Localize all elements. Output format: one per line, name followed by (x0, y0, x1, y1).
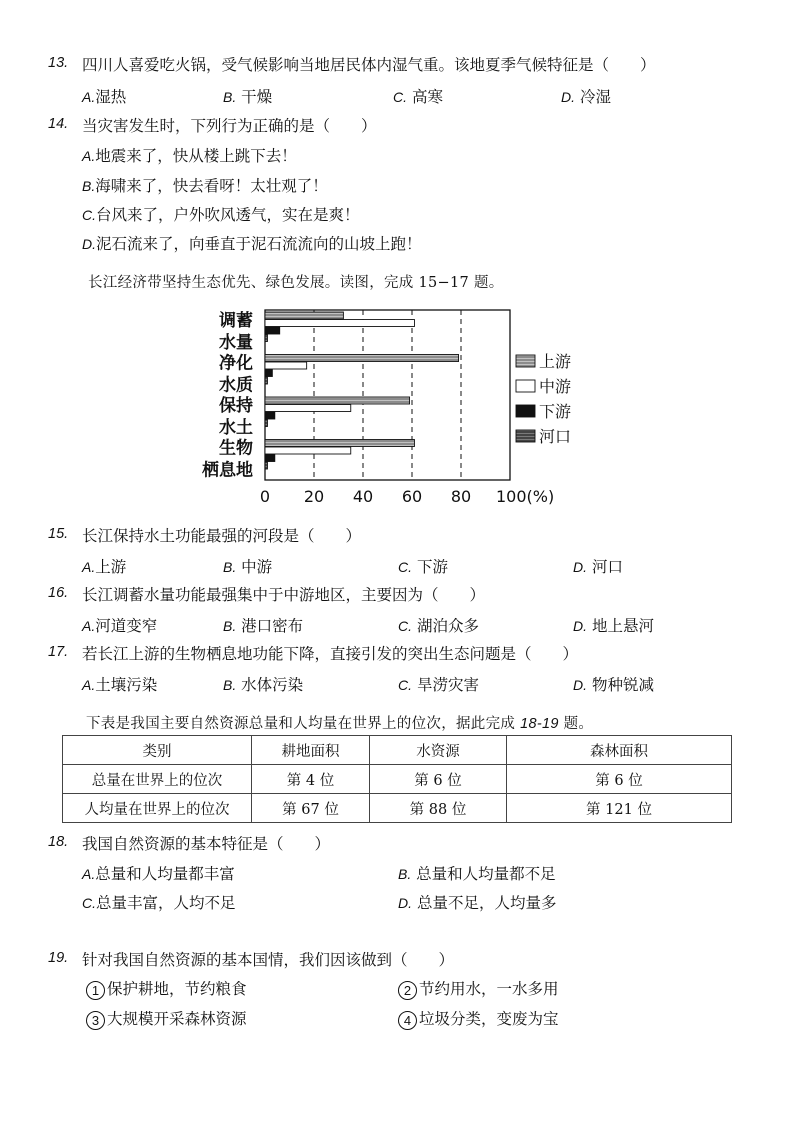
table-intro (86, 712, 593, 733)
x-tick-label: 100(%) (496, 487, 555, 506)
table-header: 类别 (63, 736, 252, 765)
category-label: 保持 (219, 396, 253, 416)
item-text: 大规模开采森林资源 (107, 1010, 247, 1028)
bar (265, 440, 414, 447)
table-cell: 第 4 位 (252, 765, 370, 794)
q19-item-4[interactable] (398, 1007, 559, 1030)
option-text: 总量和人均量都丰富 (95, 865, 235, 883)
option-text: 河道变窄 (95, 617, 158, 635)
bar (265, 362, 307, 369)
q13-option-c[interactable] (393, 85, 443, 107)
q14-option-c[interactable] (82, 203, 360, 225)
option-label: B. (223, 618, 237, 634)
bar (265, 312, 343, 319)
legend-label: 河口 (539, 427, 572, 446)
bar (265, 420, 267, 427)
q15-stem: 长江保持水土功能最强的河段是（ ） (82, 527, 362, 545)
q19-item-3[interactable] (86, 1007, 247, 1030)
q13-stem: 四川人喜爱吃火锅，受气候影响当地居民体内湿气重。该地夏季气候特征是（ ） (82, 56, 656, 74)
q17-stem: 若长江上游的生物栖息地功能下降，直接引发的突出生态问题是（ ） (82, 645, 579, 663)
legend-swatch (516, 430, 535, 442)
q16-option-c[interactable] (398, 614, 479, 636)
option-label: A. (82, 148, 96, 164)
option-text: 干燥 (241, 88, 273, 106)
table-header-row (63, 736, 732, 765)
option-text: 冷湿 (579, 88, 611, 106)
option-label: B. (82, 178, 96, 194)
q19-stem: 针对我国自然资源的基本国情，我们因该做到（ ） (82, 951, 455, 969)
bar (265, 335, 267, 342)
q19-number: 19. (48, 950, 69, 966)
option-label: B. (223, 677, 237, 693)
q15-option-c[interactable] (398, 555, 448, 577)
intro-range: 18-19 (520, 716, 559, 732)
option-text: 河口 (591, 558, 623, 576)
resource-rank-table (62, 735, 732, 823)
q14-option-b[interactable] (82, 174, 328, 196)
circled-number: 1 (86, 981, 105, 1000)
chart-intro: 长江经济带坚持生态优先、绿色发展。读图，完成 15−17 题。 (88, 275, 504, 291)
table-row (63, 794, 732, 823)
q13-option-a[interactable] (82, 85, 126, 107)
bar (265, 455, 275, 462)
option-label: D. (398, 895, 412, 911)
table-header: 森林面积 (507, 736, 732, 765)
option-text: 总量和人均量都不足 (416, 865, 556, 883)
q16-option-d[interactable] (573, 614, 654, 636)
category-label: 水质 (219, 375, 253, 396)
q19-item-1[interactable] (86, 977, 247, 1000)
option-text: 地上悬河 (591, 617, 654, 635)
table-cell: 第 6 位 (507, 765, 732, 794)
bar (265, 447, 351, 454)
q18-option-d[interactable] (398, 891, 556, 913)
option-label: D. (573, 618, 587, 634)
bar (265, 397, 410, 404)
option-label: C. (82, 207, 96, 223)
q13-number: 13. (48, 55, 69, 71)
q18-stem: 我国自然资源的基本特征是（ ） (82, 835, 331, 853)
circled-number: 3 (86, 1011, 105, 1030)
q16-stem: 长江调蓄水量功能最强集中于中游地区，主要因为（ ） (82, 586, 486, 604)
intro-suffix: 题。 (558, 716, 594, 732)
q19-item-2[interactable] (398, 977, 559, 1000)
q18-option-b[interactable] (398, 862, 556, 884)
q15-option-b[interactable] (223, 555, 272, 577)
q18-option-a[interactable] (82, 862, 235, 884)
table-cell: 第 121 位 (507, 794, 732, 823)
legend-swatch (516, 380, 535, 392)
q16-number: 16. (48, 585, 69, 601)
table-cell: 总量在世界上的位次 (63, 765, 252, 794)
q18-number: 18. (48, 834, 69, 850)
q17-option-b[interactable] (223, 673, 303, 695)
option-label: C. (398, 559, 412, 575)
bar (265, 462, 267, 469)
option-label: C. (393, 89, 407, 105)
table-cell: 第 6 位 (370, 765, 507, 794)
q17-number: 17. (48, 644, 69, 660)
item-text: 垃圾分类，变废为宝 (419, 1010, 559, 1028)
bar (265, 412, 275, 419)
option-label: B. (223, 89, 237, 105)
option-text: 总量丰富，人均不足 (96, 894, 236, 912)
option-text: 湖泊众多 (416, 617, 479, 635)
option-label: B. (223, 559, 237, 575)
option-label: A. (82, 559, 96, 575)
table-cell: 第 88 位 (370, 794, 507, 823)
q16-option-b[interactable] (223, 614, 303, 636)
plot-frame (265, 310, 510, 480)
option-text: 海啸来了，快去看呀！太壮观了！ (95, 177, 328, 195)
option-text: 泥石流来了，向垂直于泥石流流向的山坡上跑！ (96, 235, 422, 253)
q14-option-a[interactable] (82, 144, 297, 166)
option-label: A. (82, 89, 96, 105)
option-text: 下游 (416, 558, 448, 576)
q17-option-c[interactable] (398, 673, 479, 695)
option-text: 物种锐减 (591, 676, 654, 694)
option-label: D. (82, 236, 96, 252)
table-cell: 第 67 位 (252, 794, 370, 823)
q15-number: 15. (48, 526, 69, 542)
x-tick-label: 80 (450, 487, 472, 506)
option-text: 中游 (241, 558, 273, 576)
option-text: 湿热 (95, 88, 127, 106)
bar (265, 320, 414, 327)
x-tick-label: 0 (259, 487, 271, 506)
q17-option-a[interactable] (82, 673, 157, 695)
q15-option-d[interactable] (573, 555, 623, 577)
option-text: 港口密布 (241, 617, 304, 635)
option-label: A. (82, 866, 96, 882)
option-text: 水体污染 (241, 676, 304, 694)
category-label: 水量 (219, 333, 253, 353)
q14-option-d[interactable] (82, 232, 422, 254)
ecosystem-function-chart (196, 300, 596, 515)
item-text: 节约用水，一水多用 (419, 980, 559, 998)
x-tick-label: 60 (401, 487, 423, 506)
q14-stem: 当灾害发生时，下列行为正确的是（ ） (82, 117, 377, 135)
q16-option-a[interactable] (82, 614, 157, 636)
q13-option-d[interactable] (561, 85, 611, 107)
option-text: 上游 (95, 558, 127, 576)
option-label: C. (398, 677, 412, 693)
legend-label: 上游 (539, 352, 572, 371)
intro-text: 下表是我国主要自然资源总量和人均量在世界上的位次，据此完成 (86, 716, 521, 732)
bar (265, 355, 459, 362)
option-label: D. (573, 559, 587, 575)
category-label: 生物 (219, 438, 253, 459)
q18-option-c[interactable] (82, 891, 236, 913)
bar (265, 377, 267, 384)
option-text: 高寒 (411, 88, 443, 106)
bar (265, 370, 272, 377)
option-label: A. (82, 618, 96, 634)
x-tick-label: 40 (352, 487, 374, 506)
option-label: D. (561, 89, 575, 105)
option-label: B. (398, 866, 412, 882)
option-text: 台风来了，户外吹风透气，实在是爽！ (96, 206, 360, 224)
table-header: 耕地面积 (252, 736, 370, 765)
table-row (63, 765, 732, 794)
option-text: 地震来了，快从楼上跳下去！ (95, 147, 297, 165)
legend-swatch (516, 355, 535, 367)
option-label: C. (82, 895, 96, 911)
category-label: 栖息地 (202, 460, 253, 481)
bar (265, 327, 280, 334)
table-cell: 人均量在世界上的位次 (63, 794, 252, 823)
q17-option-d[interactable] (573, 673, 654, 695)
table-header: 水资源 (370, 736, 507, 765)
circled-number: 4 (398, 1011, 417, 1030)
option-label: A. (82, 677, 96, 693)
x-tick-label: 20 (303, 487, 325, 506)
option-label: D. (573, 677, 587, 693)
option-label: C. (398, 618, 412, 634)
q13-option-b[interactable] (223, 85, 272, 107)
legend-swatch (516, 405, 535, 417)
q14-number: 14. (48, 116, 69, 132)
item-text: 保护耕地，节约粮食 (107, 980, 247, 998)
option-text: 旱涝灾害 (416, 676, 479, 694)
category-label: 净化 (219, 353, 253, 374)
category-label: 水土 (219, 418, 253, 438)
legend-label: 中游 (539, 377, 572, 396)
category-label: 调蓄 (219, 311, 253, 331)
option-text: 土壤污染 (95, 676, 158, 694)
bar (265, 405, 351, 412)
circled-number: 2 (398, 981, 417, 1000)
q15-option-a[interactable] (82, 555, 126, 577)
option-text: 总量不足，人均量多 (416, 894, 557, 912)
legend-label: 下游 (539, 402, 572, 421)
